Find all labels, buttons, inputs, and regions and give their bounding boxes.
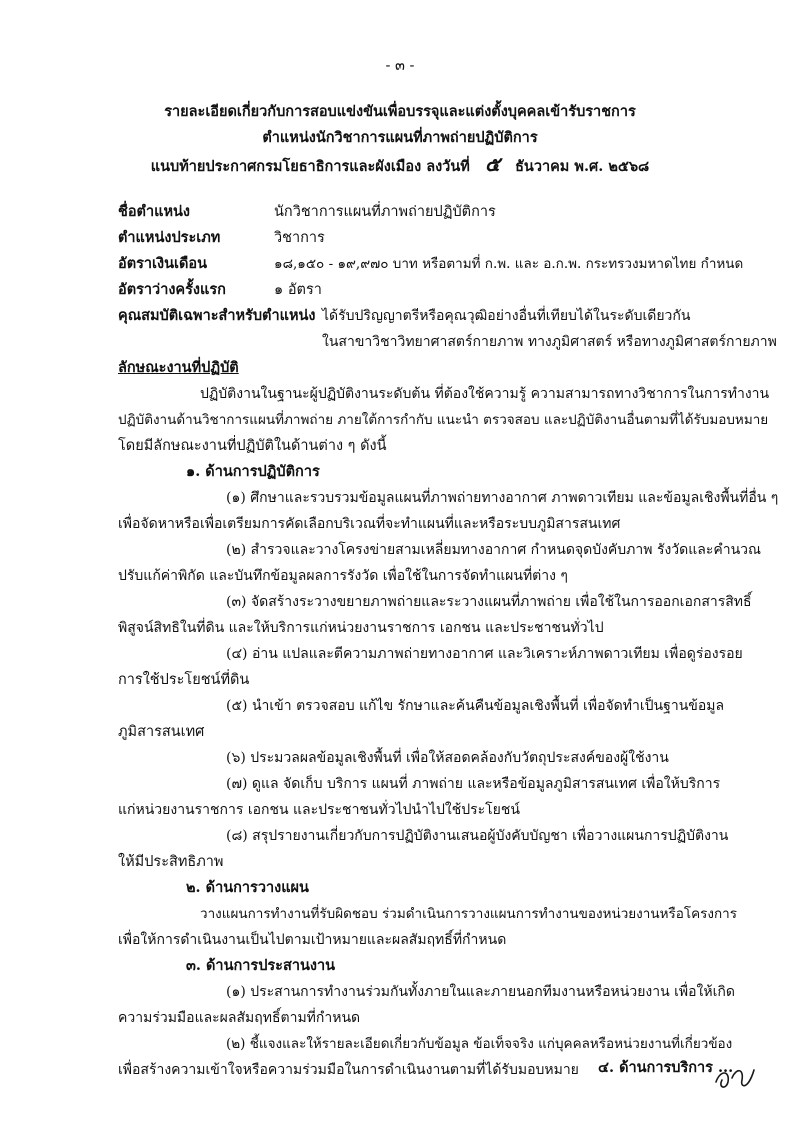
field-value: วิชาการ <box>274 230 325 246</box>
list-item: (๔) อ่าน แปลและตีความภาพถ่ายทางอากาศ และวิเคราะห์ภาพดาวเทียม เพื่อดูร่องรอย <box>226 646 743 662</box>
header-line-2: ตำแหน่งนักวิชาการแผนที่ภาพถ่ายปฏิบัติการ <box>262 129 538 146</box>
qualification-line-1: ได้รับปริญญาตรีหรือคุณวุฒิอย่างอื่นที่เทียบได้ในระดับเดียวกัน <box>322 308 691 324</box>
continuation-marker: ๔. ด้านการบริการ ... <box>598 1059 734 1076</box>
field-value: ๑ อัตรา <box>274 282 322 298</box>
handwritten-day: ๕ <box>484 152 500 176</box>
list-item: พิสูจน์สิทธิในที่ดิน และให้บริการแก่หน่วยงานราชการ เอกชน และประชาชนทั่วไป <box>118 620 604 636</box>
list-item: (๗) ดูแล จัดเก็บ บริการ แผนที่ ภาพถ่าย และหรือข้อมูลภูมิสารสนเทศ เพื่อให้บริการ <box>226 776 721 792</box>
list-item: ให้มีประสิทธิภาพ <box>118 854 224 870</box>
list-item: เพื่อจัดหาหรือเพื่อเตรียมการคัดเลือกบริเวณที่จะทำแผนที่และหรือระบบภูมิสารสนเทศ <box>118 516 621 532</box>
list-item: ภูมิสารสนเทศ <box>118 724 205 740</box>
list-item: (๖) ประมวลผลข้อมูลเชิงพื้นที่ เพื่อให้สอดคล้องกับวัตถุประสงค์ของผู้ใช้งาน <box>226 750 669 766</box>
field-label: ตำแหน่งประเภท <box>118 229 221 246</box>
section-heading-3: ๓. ด้านการประสานงาน <box>186 957 336 974</box>
section-heading-1: ๑. ด้านการปฏิบัติการ <box>186 463 320 480</box>
header-line-1: รายละเอียดเกี่ยวกับการสอบแข่งขันเพื่อบรรจุและแต่งตั้งบุคคลเข้ารับราชการ <box>164 103 636 120</box>
section-heading-2: ๒. ด้านการวางแผน <box>186 879 309 896</box>
duties-heading: ลักษณะงานที่ปฏิบัติ <box>118 359 239 376</box>
list-item: (๑) ศึกษาและรวบรวมข้อมูลแผนที่ภาพถ่ายทางอากาศ ภาพดาวเทียม และข้อมูลเชิงพื้นที่อื่น ๆ <box>226 490 779 506</box>
page-number: - ๓ - <box>385 58 415 74</box>
initials-signature-icon <box>712 1060 760 1094</box>
section-2-text: เพื่อให้การดำเนินงานเป็นไปตามเป้าหมายและผลสัมฤทธิ์ที่กำหนด <box>118 932 507 948</box>
list-item: (๒) ชี้แจงและให้รายละเอียดเกี่ยวกับข้อมูล ข้อเท็จจริง แก่บุคคลหรือหน่วยงานที่เกี่ยวข้อง <box>226 1036 733 1052</box>
field-label: อัตราว่างครั้งแรก <box>118 281 226 298</box>
list-item: (๘) สรุปรายงานเกี่ยวกับการปฏิบัติงานเสนอผู้บังคับบัญชา เพื่อวางแผนการปฏิบัติงาน <box>226 828 729 844</box>
list-item: แก่หน่วยงานราชการ เอกชน และประชาชนทั่วไปนำไปใช้ประโยชน์ <box>118 802 520 818</box>
list-item: การใช้ประโยชน์ที่ดิน <box>118 672 250 688</box>
field-label: ชื่อตำแหน่ง <box>118 203 191 220</box>
list-item: ความร่วมมือและผลสัมฤทธิ์ตามที่กำหนด <box>118 1010 361 1026</box>
intro-line: โดยมีลักษณะงานที่ปฏิบัติในด้านต่าง ๆ ดังนี้ <box>118 438 387 454</box>
list-item: เพื่อสร้างความเข้าใจหรือความร่วมมือในการดำเนินงานตามที่ได้รับมอบหมาย <box>118 1062 579 1078</box>
field-value: ๑๘,๑๕๐ - ๑๙,๙๗๐ บาท หรือตามที่ ก.พ. และ อ.ก.พ. กระทรวงมหาดไทย กำหนด <box>274 256 744 272</box>
list-item: (๑) ประสานการทำงานร่วมกันทั้งภายในและภายนอกทีมงานหรือหน่วยงาน เพื่อให้เกิด <box>226 984 735 1000</box>
list-item: (๕) นำเข้า ตรวจสอบ แก้ไข รักษาและค้นคืนข้อมูลเชิงพื้นที่ เพื่อจัดทำเป็นฐานข้อมูล <box>226 698 725 714</box>
header-line-3-suffix: ธันวาคม พ.ศ. ๒๕๖๘ <box>515 158 650 175</box>
intro-line: ปฏิบัติงานด้านวิชาการแผนที่ภาพถ่าย ภายใต้การกำกับ แนะนำ ตรวจสอบ และปฏิบัติงานอื่นตามที่ได้รับมอบหมาย <box>118 412 769 428</box>
qualification-line-2: ในสาขาวิชาวิทยาศาสตร์กายภาพ ทางภูมิศาสตร์ หรือทางภูมิศาสตร์กายภาพ <box>322 334 777 350</box>
intro-line: ปฏิบัติงานในฐานะผู้ปฏิบัติงานระดับต้น ที่ต้องใช้ความรู้ ความสามารถทางวิชาการในการทำงาน <box>200 386 770 402</box>
qualification-label: คุณสมบัติเฉพาะสำหรับตำแหน่ง <box>118 307 316 324</box>
list-item: (๓) จัดสร้างระวางขยายภาพถ่ายและระวางแผนที่ภาพถ่าย เพื่อใช้ในการออกเอกสารสิทธิ์ <box>226 594 752 610</box>
field-label: อัตราเงินเดือน <box>118 255 207 272</box>
header-line-3-prefix: แนบท้ายประกาศกรมโยธาธิการและผังเมือง ลงวันที่ <box>150 158 470 175</box>
header-line-3 <box>0 154 800 177</box>
section-2-text: วางแผนการทำงานที่รับผิดชอบ ร่วมดำเนินการวางแผนการทำงานของหน่วยงานหรือโครงการ <box>200 906 737 922</box>
field-value: นักวิชาการแผนที่ภาพถ่ายปฏิบัติการ <box>274 204 496 220</box>
list-item: (๒) สำรวจและวางโครงข่ายสามเหลี่ยมทางอากาศ กำหนดจุดบังคับภาพ รังวัดและคำนวณ <box>226 542 762 558</box>
list-item: ปรับแก้ค่าพิกัด และบันทึกข้อมูลผลการรังวัด เพื่อใช้ในการจัดทำแผนที่ต่าง ๆ <box>118 568 568 584</box>
